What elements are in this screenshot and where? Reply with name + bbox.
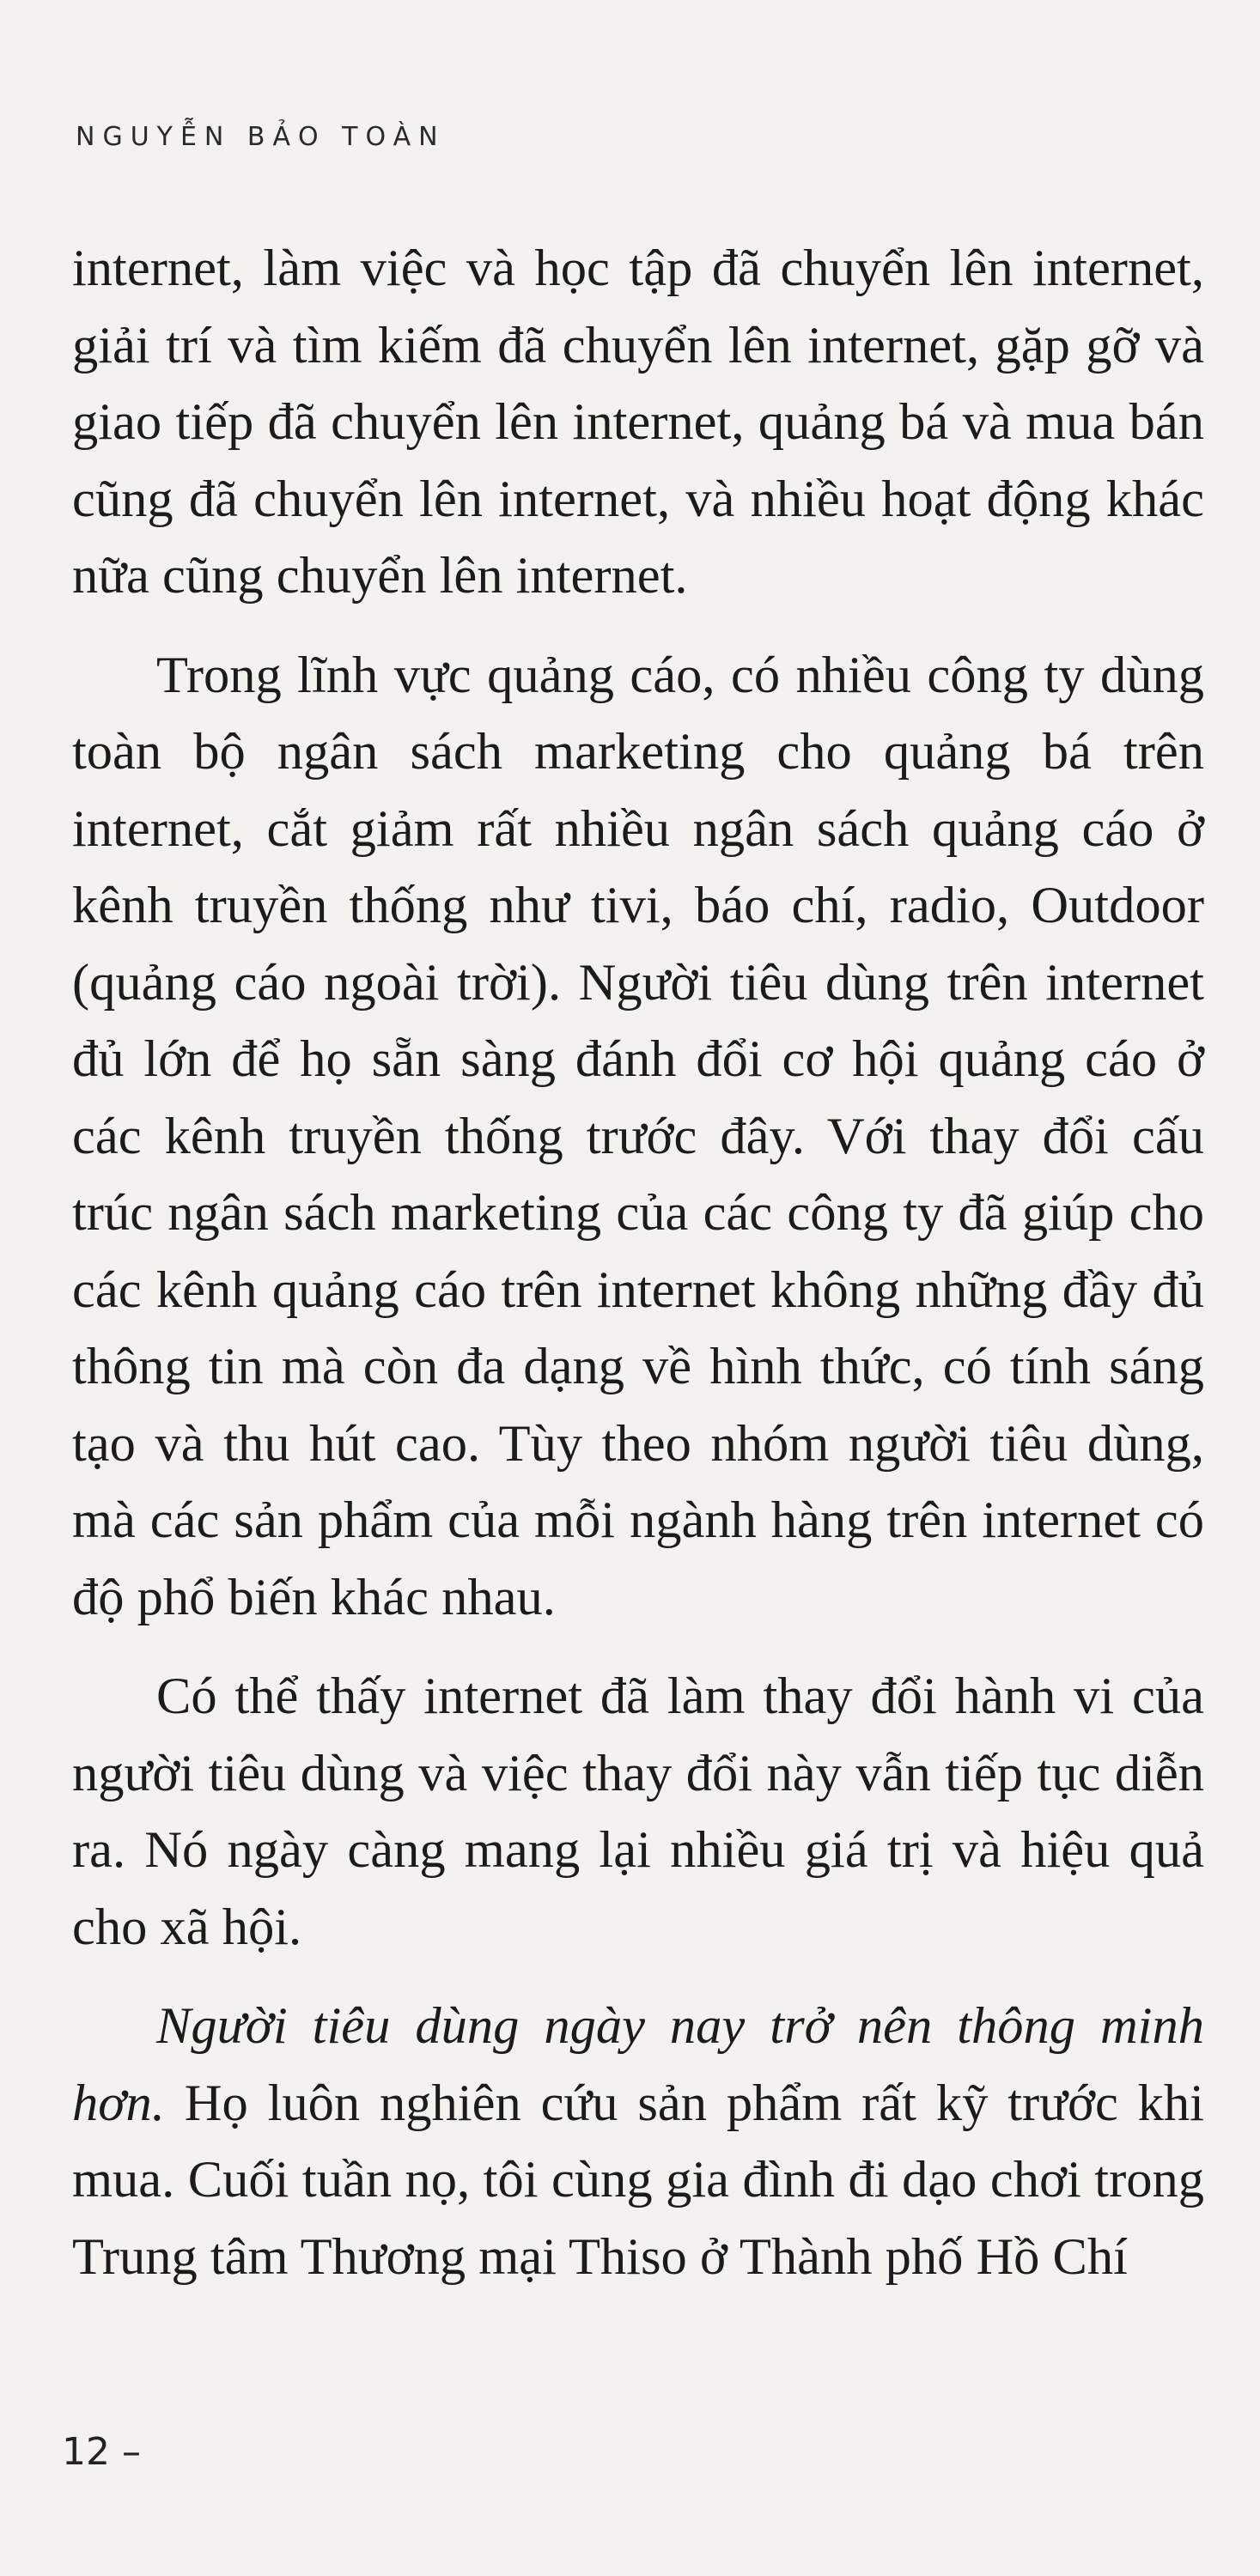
paragraph-smart-consumers-text: Họ luôn nghiên cứu sản phẩm rất kỹ trước khi mua. Cuối tuần nọ, tôi cùng gia đình đi dạo chơi trong Trung tâm Thương mại Thiso ở Thành phố Hồ Chí [72,2074,1204,2286]
running-header-author: NGUYỄN BẢO TOÀN [76,122,446,152]
paragraph-smart-consumers [72,1988,1204,2295]
italic-lead-sentence: Người tiêu dùng ngày nay trở nên thông minh hơn. [72,1997,1204,2132]
paragraph-advertising: Trong lĩnh vực quảng cáo, có nhiều công ty dùng toàn bộ ngân sách marketing cho quảng bá trên internet, cắt giảm rất nhiều ngân sách quảng cáo ở kênh truyền thống như tivi, báo chí, radio, Outdoor (quảng cáo ngoài trời). Người tiêu dùng trên internet đủ lớn để họ sẵn sàng đánh đổi cơ hội quảng cáo ở các kênh truyền thống trước đây. Với thay đổi cấu trúc ngân sách marketing của các công ty đã giúp cho các kênh quảng cáo trên internet không những đầy đủ thông tin mà còn đa dạng về hình thức, có tính sáng tạo và thu hút cao. Tùy theo nhóm người tiêu dùng, mà các sản phẩm của mỗi ngành hàng trên internet có độ phổ biến khác nhau. [72,646,1204,1626]
body-text [72,230,1204,2295]
page-number: 12 – [62,2430,141,2474]
paragraph-behavior-change: Có thể thấy internet đã làm thay đổi hành vi của người tiêu dùng và việc thay đổi này vẫn tiếp tục diễn ra. Nó ngày càng mang lại nhiều giá trị và hiệu quả cho xã hội. [72,1668,1204,1956]
paragraph-continuation: internet, làm việc và học tập đã chuyển lên internet, giải trí và tìm kiếm đã chuyển lên internet, gặp gỡ và giao tiếp đã chuyển lên internet, quảng bá và mua bán cũng đã chuyển lên internet, và nhiều hoạt động khác nữa cũng chuyển lên internet. [72,240,1204,605]
